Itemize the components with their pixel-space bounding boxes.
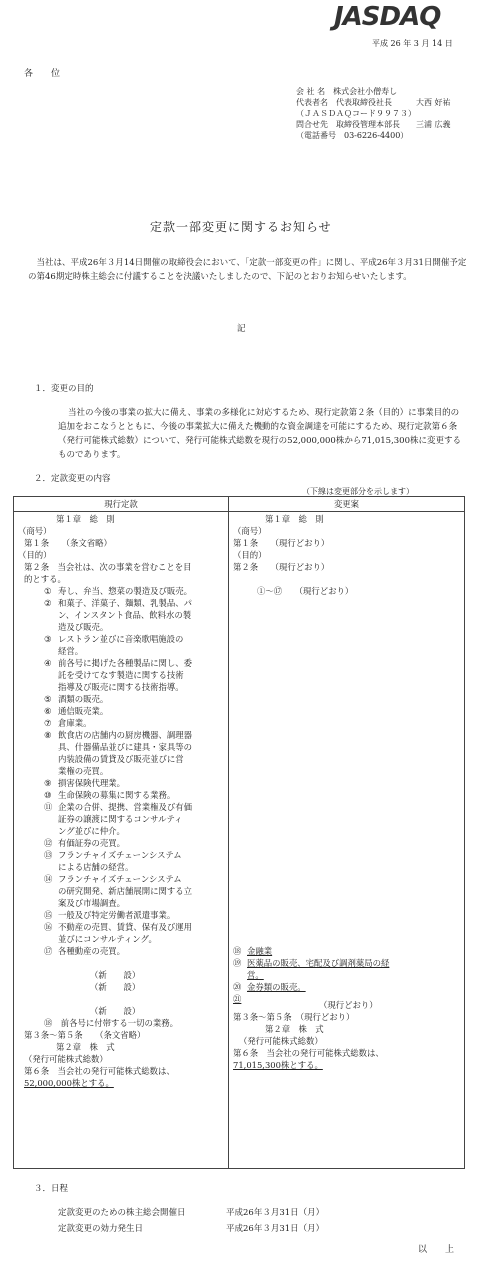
prop-items-1-17: ①～⑰ （現行どおり）	[257, 586, 354, 596]
prop-art1: 第１条 （現行どおり）	[233, 538, 330, 548]
cur-purpose-text: 企業の合併、提携、営業権及び有価	[58, 802, 192, 812]
prop-item19-line1: ⑲ 医薬品の販売、宅配及び調剤薬局の経	[233, 958, 390, 968]
cur-shares-suffix: 株とする。	[71, 1078, 114, 1088]
cur-purpose-item	[44, 933, 157, 945]
cur-chapter1: 第１章 総 則	[56, 514, 115, 524]
prop-shogo: （商号）	[233, 526, 267, 536]
cur-purpose-number: ⑪	[44, 802, 53, 812]
cur-purpose-item	[44, 849, 182, 861]
cur-purpose-item	[44, 585, 192, 597]
cur-purpose-item	[44, 873, 182, 885]
prop-art6-line2	[233, 1059, 323, 1071]
schedule-effective-date: 平成26年３月31日（月）	[226, 1224, 325, 1234]
cur-art6-line2	[24, 1077, 114, 1089]
cur-purpose-item	[44, 621, 108, 633]
cur-purpose-text: 内装設備の賃貸及び販売並びに営	[58, 754, 184, 764]
cur-item18: ⑱ 前各号に付帯する一切の業務。	[44, 1018, 178, 1028]
cur-purpose-text: 証券の譲渡に関するコンサルティ	[58, 814, 183, 824]
cur-purpose-number: ⑮	[44, 910, 53, 920]
cur-purpose-text: 案及び市場調査。	[58, 898, 125, 908]
cur-shogo: （商号）	[18, 526, 52, 536]
cur-mokuteki: （目的）	[18, 550, 52, 560]
cur-purpose-item	[44, 693, 108, 705]
cur-purpose-number: ⑦	[44, 718, 52, 728]
cur-purpose-text: フランチャイズチェーンシステム	[58, 850, 182, 860]
comparison-table	[13, 496, 465, 1169]
cur-purpose-text: 一般及び特定労働者派遣事業。	[58, 910, 176, 920]
cur-purpose-item	[44, 897, 125, 909]
cur-purpose-item	[44, 705, 108, 717]
cur-shinsetsu-1: （新 設）	[90, 970, 141, 980]
cur-purpose-text: 飲食店の店舗内の厨房機器、調理器	[58, 730, 192, 740]
cur-purpose-text: の研究開発、新店舗展開に関する立	[58, 886, 192, 896]
contact: 問合せ先 取締役管理本部長 三浦 広義	[296, 120, 451, 129]
cur-purpose-number: ⑨	[44, 778, 52, 788]
cur-purpose-text: 損害保険代理業。	[58, 778, 125, 788]
prop-mokuteki: （目的）	[233, 550, 267, 560]
cur-purpose-item	[44, 633, 183, 645]
prop-item21-text: （現行どおり）	[319, 1000, 378, 1010]
cur-purpose-item	[44, 609, 191, 621]
schedule-effective-label: 定款変更の効力発生日	[58, 1224, 144, 1234]
prop-item19-line2: 営。	[247, 970, 264, 980]
cur-purpose-text: 通信販売業。	[58, 706, 109, 716]
section1-body: 当社の今後の事業の拡大に備え、事業の多様化に対応するため、現行定款第２条（目的）に事業目的の追加をおこなうとともに、今後の事業拡大に備えた機動的な資金調達を可能にするため、現行定款第６条（発行可能株式総数）について、発行可能株式総数を現行の52,000,000株から71,015,300株に変更するものであります。	[58, 408, 461, 460]
cur-purpose-text: 指導及び販売に関する技術指導。	[58, 682, 184, 692]
cur-purpose-text: 倉庫業。	[58, 718, 92, 728]
prop-chapter1: 第１章 総 則	[265, 514, 324, 524]
prop-shares-value: 71,015,300	[233, 1060, 281, 1070]
section1-heading: １．変更の目的	[34, 384, 94, 394]
cur-purpose-text: フランチャイズチェーンシステム	[58, 874, 182, 884]
page-title: 定款一部変更に関するお知らせ	[150, 220, 332, 234]
cur-purpose-number: ⑯	[44, 922, 53, 932]
cur-purpose-item	[44, 717, 92, 729]
cur-chapter2: 第２章 株 式	[56, 1042, 115, 1052]
cur-purpose-item	[44, 669, 184, 681]
prop-item18: ⑱ 金融業	[233, 946, 273, 956]
cur-purpose-item	[44, 945, 125, 957]
ki-label: 記	[237, 324, 246, 334]
cur-purpose-text: 造及び販売。	[58, 622, 109, 632]
jasdaq-code: （ＪＡＳＤＡＱコード９９７３）	[296, 109, 416, 118]
cur-purpose-text: 寿し、弁当、惣菜の製造及び販売。	[58, 586, 192, 596]
prop-art3-5: 第３条～第５条 （現行どおり）	[233, 1012, 355, 1022]
cur-purpose-item	[44, 645, 83, 657]
section2-heading: ２．定款変更の内容	[34, 474, 111, 484]
jasdaq-logo: JASDAQ	[334, 2, 441, 32]
cur-purpose-number: ⑫	[44, 838, 53, 848]
cur-purpose-number: ⑬	[44, 850, 53, 860]
cur-hakko: （発行可能株式総数）	[24, 1054, 108, 1064]
cur-shinsetsu-3: （新 設）	[90, 1006, 141, 1016]
cur-purpose-text: 和菓子、洋菓子、麺類、乳製品、パ	[58, 598, 192, 608]
cur-purpose-number: ⑰	[44, 946, 53, 956]
section3-heading: ３．日程	[34, 1184, 69, 1194]
cur-purpose-text: 不動産の売買、賃貸、保有及び運用	[58, 922, 192, 932]
cur-purpose-item	[44, 597, 192, 609]
release-date: 平成 26 年 3 月 14 日	[372, 39, 453, 48]
header-current: 現行定款	[14, 497, 229, 512]
representative: 代表者名 代表取締役社長 大西 好祐	[296, 98, 451, 107]
proposed-column	[229, 512, 465, 1169]
cur-purpose-item	[44, 789, 175, 801]
addressee: 各 位	[24, 69, 61, 79]
prop-art2: 第２条 （現行どおり）	[233, 562, 330, 572]
cur-purpose-number: ⑩	[44, 790, 52, 800]
cur-purpose-item	[44, 825, 125, 837]
cur-purpose-item	[44, 837, 125, 849]
header-proposed: 変更案	[229, 497, 465, 512]
cur-purpose-item	[44, 861, 133, 873]
cur-purpose-text: 並びにコンサルティング。	[58, 934, 157, 944]
prop-hakko: （発行可能株式総数）	[239, 1036, 323, 1046]
cur-purpose-number: ⑤	[44, 694, 52, 704]
cur-purpose-number: ⑧	[44, 730, 52, 740]
cur-purpose-text: 経営。	[58, 646, 84, 656]
cur-shinsetsu-2: （新 設）	[90, 982, 141, 992]
cur-shares-value: 52,000,000	[24, 1078, 72, 1088]
cur-purpose-item	[44, 681, 184, 693]
cur-purpose-text: 生命保険の募集に関する業務。	[58, 790, 176, 800]
cur-purpose-text: レストラン並びに音楽歌唱施設の	[58, 634, 184, 644]
cur-purpose-text: 業権の売買。	[58, 766, 109, 776]
cur-purpose-item	[44, 801, 192, 813]
cur-purpose-item	[44, 909, 175, 921]
current-column	[14, 512, 229, 1169]
cur-purpose-text: 託を受けてなす製造に関する技術	[58, 670, 184, 680]
cur-art1: 第１条 （条文省略）	[24, 538, 112, 548]
prop-item20: ⑳ 金券類の販売。	[233, 982, 306, 992]
cur-purpose-item	[44, 777, 125, 789]
cur-purpose-item	[44, 765, 108, 777]
prop-item21-num: ㉑	[233, 994, 242, 1004]
cur-purpose-number: ②	[44, 598, 52, 608]
cur-purpose-item	[44, 813, 183, 825]
cur-purpose-number: ①	[44, 586, 52, 596]
cur-purpose-number: ⑭	[44, 874, 53, 884]
cur-purpose-text: ン、インスタント食品、飲料水の製	[58, 610, 192, 620]
cur-purpose-text: 各種動産の売買。	[58, 946, 125, 956]
company-name: 会 社 名 株式会社小僧寿し	[296, 87, 398, 96]
schedule-meeting-date: 平成26年３月31日（月）	[226, 1208, 325, 1218]
cur-purpose-item	[44, 885, 192, 897]
closing-mark: 以 上	[418, 1245, 455, 1255]
cur-purpose-text: 具、什器備品並びに建具・家具等の	[58, 742, 192, 752]
prop-art6-line1: 第６条 当会社の発行可能株式総数は、	[233, 1048, 384, 1058]
cur-purpose-item	[44, 741, 192, 753]
cur-purpose-number: ③	[44, 634, 52, 644]
prop-chapter2: 第２章 株 式	[265, 1024, 324, 1034]
prop-shares-suffix: 株とする。	[280, 1060, 323, 1070]
cur-purpose-text: ング並びに仲介。	[58, 826, 125, 836]
cur-art2-line2: 的とする。	[24, 574, 66, 584]
underline-note: （下線は変更部分を示します）	[302, 487, 414, 496]
cur-purpose-text: による店舗の経営。	[58, 862, 134, 872]
cur-art3-5: 第３条～第５条 （条文省略）	[24, 1030, 146, 1040]
cur-purpose-item	[44, 753, 184, 765]
cur-purpose-item	[44, 921, 192, 933]
intro-paragraph: 当社は、平成26年３月14日開催の取締役会において、「定款一部変更の件」に関し、平成26年３月31日開催予定の第46期定時株主総会に付議することを決議いたしましたので、下記のとおりお知らせいたします。	[28, 258, 467, 282]
cur-purpose-number: ④	[44, 658, 52, 668]
phone: （電話番号 03-6226-4400）	[296, 131, 409, 140]
cur-art6-line1: 第６条 当会社の発行可能株式総数は、	[24, 1066, 175, 1076]
cur-purpose-text: 前各号に掲げた各種製品に関し、委	[58, 658, 192, 668]
cur-purpose-text: 酒類の販売。	[58, 694, 109, 704]
cur-purpose-item	[44, 729, 192, 741]
cur-purpose-number: ⑥	[44, 706, 52, 716]
cur-purpose-item	[44, 657, 192, 669]
cur-art2-line1: 第２条 当会社は、次の事業を営むことを目	[24, 562, 192, 572]
cur-purpose-text: 有価証券の売買。	[58, 838, 125, 848]
schedule-meeting-label: 定款変更のための株主総会開催日	[58, 1208, 186, 1218]
